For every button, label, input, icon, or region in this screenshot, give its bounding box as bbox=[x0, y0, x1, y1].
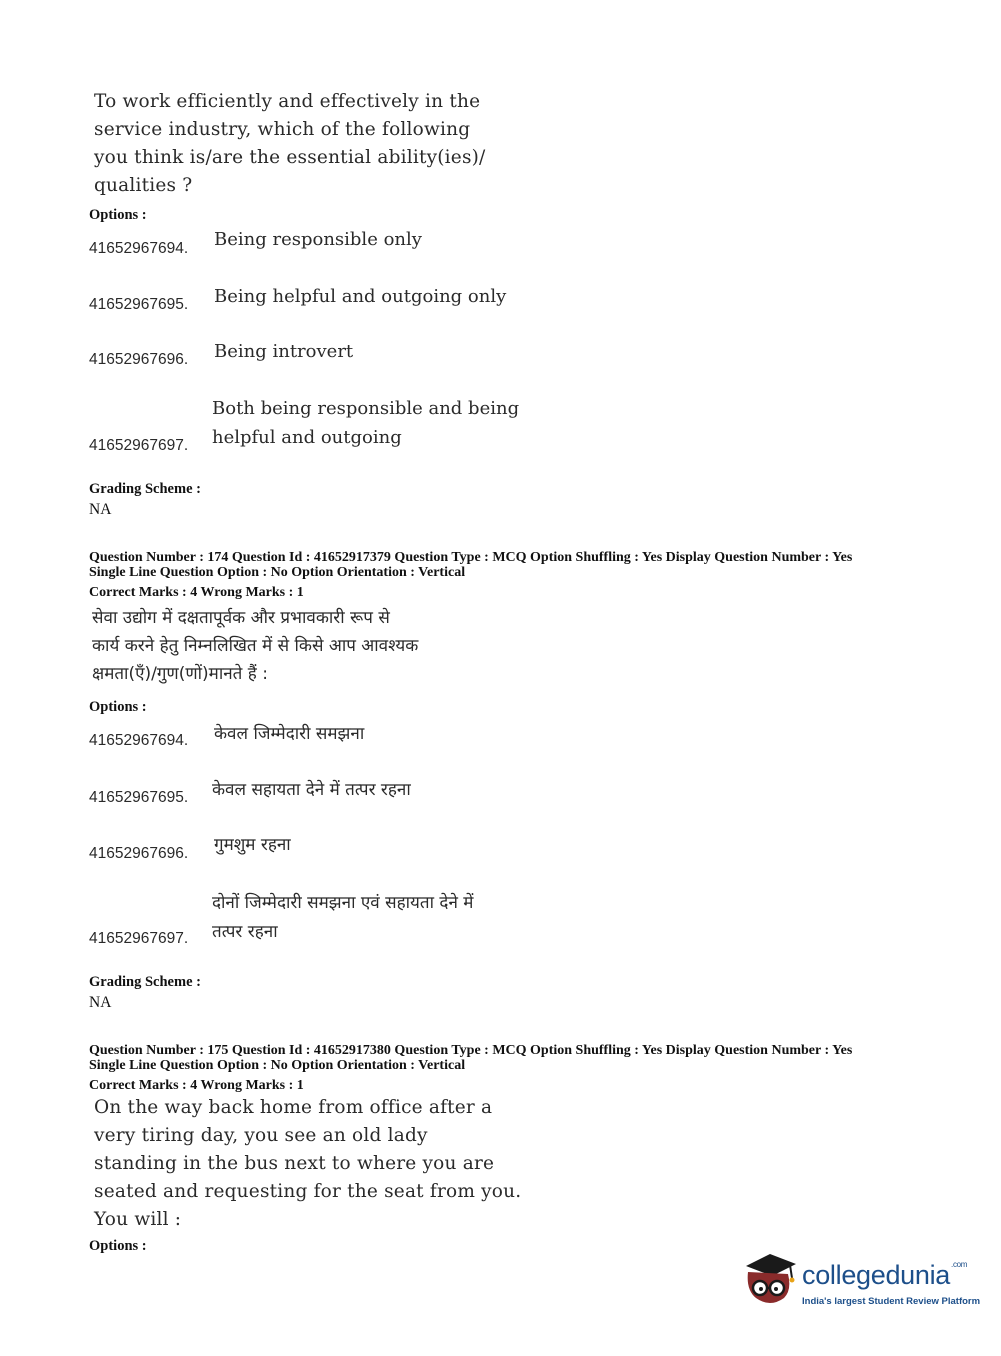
q174-option-line: दोनों जिम्मेदारी समझना एवं सहायता देने में bbox=[212, 893, 474, 913]
student-mascot-icon bbox=[740, 1252, 802, 1310]
q175-question-text bbox=[94, 1094, 521, 1234]
q174-meta-line: Single Line Question Option : No Option Orientation : Vertical bbox=[89, 565, 466, 580]
q173-option-id: 41652967695. bbox=[89, 296, 189, 313]
q174-options-label: Options : bbox=[89, 699, 147, 715]
q174-grading-value: NA bbox=[89, 994, 112, 1011]
q174-question-text bbox=[92, 604, 418, 688]
q174-meta-line: Question Number : 174 Question Id : 41652917379 Question Type : MCQ Option Shuffling : Yes Display Question Number : Yes bbox=[89, 550, 853, 565]
q174-option-id: 41652967694. bbox=[89, 732, 189, 749]
q175-question-line: On the way back home from office after a bbox=[94, 1097, 493, 1118]
logo-tagline: India's largest Student Review Platform bbox=[802, 1296, 981, 1307]
q174-option-id: 41652967697. bbox=[89, 930, 189, 947]
q175-question-line: You will : bbox=[94, 1209, 182, 1230]
q175-options-label: Options : bbox=[89, 1238, 147, 1254]
q173-question-text bbox=[94, 88, 486, 200]
q173-question-line: service industry, which of the following bbox=[94, 119, 471, 140]
q173-option-line: Both being responsible and being bbox=[212, 398, 520, 419]
q174-option-text: केवल सहायता देने में तत्पर रहना bbox=[212, 780, 411, 800]
q175-question-line: standing in the bus next to where you are bbox=[94, 1153, 495, 1174]
logo-wordmark bbox=[802, 1260, 967, 1291]
logo-suffix: .com bbox=[951, 1260, 968, 1269]
q174-option-text: केवल जिम्मेदारी समझना bbox=[214, 724, 365, 744]
q174-option-text: गुमशुम रहना bbox=[214, 835, 291, 855]
q173-grading-value: NA bbox=[89, 501, 112, 518]
q174-option-line: तत्पर रहना bbox=[212, 922, 278, 942]
q174-grading-label: Grading Scheme : bbox=[89, 974, 201, 990]
q173-options-label: Options : bbox=[89, 207, 147, 223]
q175-marks: Correct Marks : 4 Wrong Marks : 1 bbox=[89, 1078, 304, 1093]
q173-option-text: Being responsible only bbox=[214, 229, 422, 250]
q173-option-id: 41652967694. bbox=[89, 240, 189, 257]
collegedunia-logo bbox=[740, 1252, 981, 1312]
q175-question-line: seated and requesting for the seat from you. bbox=[94, 1181, 522, 1202]
q174-question-line: सेवा उद्योग में दक्षतापूर्वक और प्रभावकारी रूप से bbox=[92, 608, 390, 628]
q173-grading-label: Grading Scheme : bbox=[89, 481, 201, 497]
q173-option-text: Being helpful and outgoing only bbox=[214, 286, 507, 307]
q174-option-id: 41652967696. bbox=[89, 845, 189, 862]
q174-marks: Correct Marks : 4 Wrong Marks : 1 bbox=[89, 585, 304, 600]
q175-meta-line: Question Number : 175 Question Id : 41652917380 Question Type : MCQ Option Shuffling : Yes Display Question Number : Yes bbox=[89, 1043, 853, 1058]
q173-option-line: helpful and outgoing bbox=[212, 427, 402, 448]
q174-option-text bbox=[212, 889, 473, 947]
logo-name-text: collegedunia bbox=[802, 1260, 951, 1290]
q173-option-id: 41652967697. bbox=[89, 437, 189, 454]
q174-question-line: कार्य करने हेतु निम्नलिखित में से किसे आप आवश्यक bbox=[92, 636, 419, 656]
q174-option-id: 41652967695. bbox=[89, 789, 189, 806]
q173-option-text: Being introvert bbox=[214, 341, 354, 362]
q175-meta-line: Single Line Question Option : No Option Orientation : Vertical bbox=[89, 1058, 466, 1073]
q174-question-line: क्षमता(एँ)/गुण(णों)मानते हैं : bbox=[92, 664, 268, 684]
q173-question-line: you think is/are the essential ability(ies)/ bbox=[94, 147, 486, 168]
q173-option-text bbox=[212, 394, 519, 452]
q173-question-line: qualities ? bbox=[94, 175, 193, 196]
q175-question-line: very tiring day, you see an old lady bbox=[94, 1125, 428, 1146]
q173-question-line: To work efficiently and effectively in the bbox=[94, 91, 481, 112]
q173-option-id: 41652967696. bbox=[89, 351, 189, 368]
